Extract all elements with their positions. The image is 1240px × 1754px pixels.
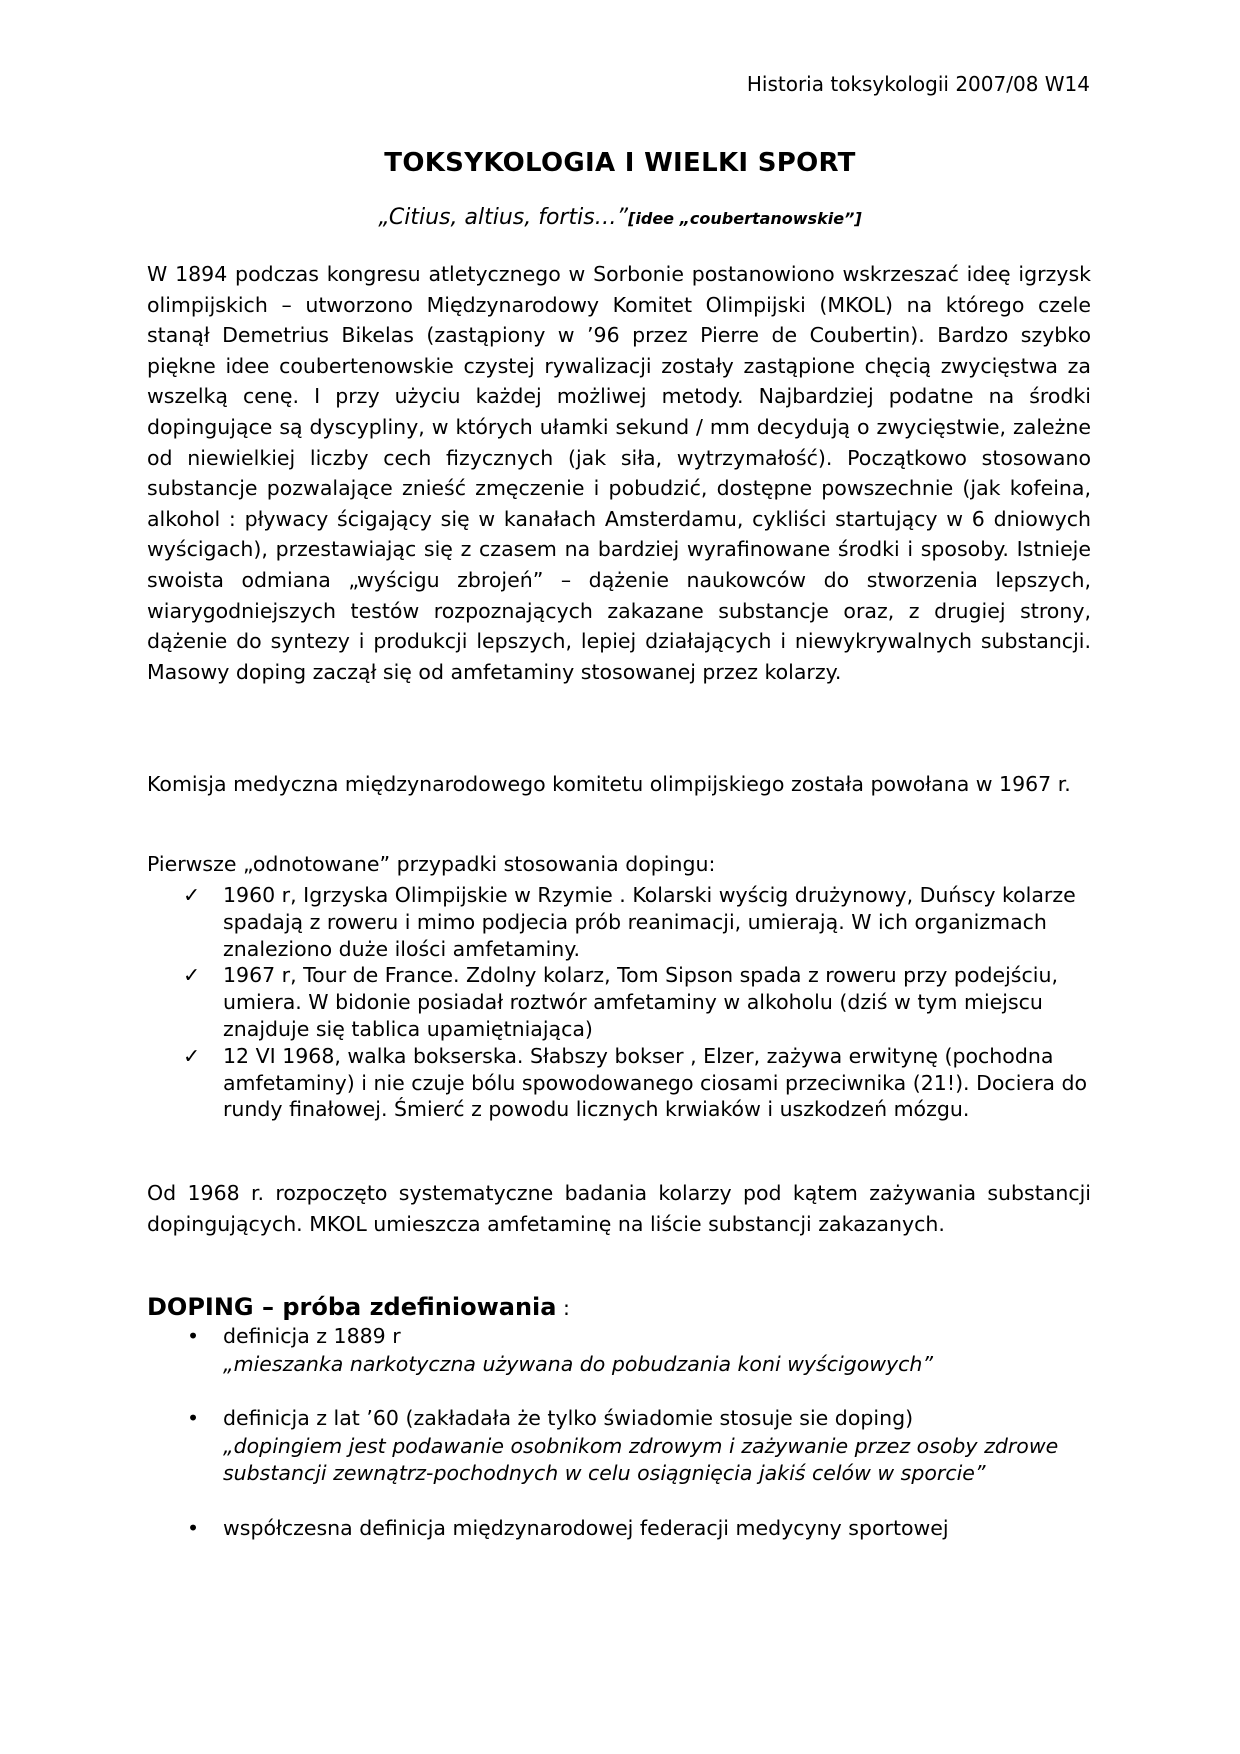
- list-item: ✓ 12 VI 1968, walka bokserska. Słabszy bokser , Elzer, zażywa erwitynę (pochodna amfetaminy) i nie czuje bólu spowodowanego ciosami przeciwnika (21!). Dociera do rundy finałowej. Śmierć z powodu licznych krwiaków i uszkodzeń mózgu.: [183, 1043, 1088, 1122]
- checkmark-icon: ✓: [183, 963, 201, 988]
- motto: „Citius, altius, fortis…”: [378, 205, 629, 230]
- list-item: • definicja z 1889 r „mieszanka narkotyczna używana do pobudzania koni wyścigowych”: [147, 1323, 1091, 1378]
- list-item: • współczesna definicja międzynarodowej federacji medycyny sportowej: [147, 1515, 1091, 1543]
- document-title: TOKSYKOLOGIA I WIELKI SPORT: [384, 148, 856, 178]
- page-header: Historia toksykologii 2007/08 W14: [746, 72, 1090, 96]
- list-item: • definicja z lat ’60 (zakładała że tylko świadomie stosuje sie doping) „dopingiem jest podawanie osobnikom zdrowym i zażywanie przez osoby zdrowe substancji zewnątrz-pochodnych w celu osiągnięcia jakiś celów w sporcie”: [147, 1405, 1091, 1488]
- checkmark-icon: ✓: [183, 883, 201, 907]
- definition-quote: „dopingiem jest podawanie osobnikom zdrowym i zażywanie przez osoby zdrowe substancji zewnątrz-pochodnych w celu osiągnięcia jakiś celów w sporcie”: [223, 1433, 1059, 1485]
- bullet-icon: •: [187, 1515, 200, 1540]
- checkmark-icon: ✓: [183, 1043, 201, 1068]
- cases-intro: Pierwsze „odnotowane” przypadki stosowania dopingu:: [147, 852, 716, 876]
- doping-heading: DOPING – próba zdefiniowania :: [147, 1293, 570, 1321]
- definition-quote: „mieszanka narkotyczna używana do pobudzania koni wyścigowych”: [223, 1351, 934, 1376]
- bullet-icon: •: [187, 1324, 200, 1348]
- document-subtitle: [0, 205, 1240, 230]
- commission-paragraph: Komisja medyczna międzynarodowego komitetu olimpijskiego została powołana w 1967 r.: [147, 772, 1071, 796]
- cases-list: [147, 882, 1091, 1123]
- intro-paragraph: W 1894 podczas kongresu atletycznego w Sorbonie postanowiono wskrzeszać ideę igrzysk olimpijskich – utworzono Międzynarodowy Komitet Olimpijski (MKOL) na którego czele stanął Demetrius Bikelas (zastąpiony w ’96 przez Pierre de Coubertin). Bardzo szybko piękne idee coubertenowskie czystej rywalizacji zostały zastąpione chęcią zwycięstwa za wszelką cenę. I przy użyciu każdej możliwej metody. Najbardziej podatne na środki dopingujące są dyscypliny, w których ułamki sekund / mm decydują o zwycięstwie, zależne od niewielkiej liczby cech fizycznych (jak siła, wytrzymałość). Początkowo stosowano substancje pozwalające znieść zmęczenie i pobudzić, dostępne powszechnie (jak kofeina, alkohol : pływacy ścigający się w kanałach Amsterdamu, cykliści startujący w 6 dniowych wyścigach), przestawiając się z czasem na bardziej wyrafinowane środki i sposoby. Istnieje swoista odmiana „wyścigu zbrojeń” – dążenie naukowców do stworzenia lepszych, wiarygodniejszych testów rozpoznających zakazane substancje oraz, z drugiej strony, dążenie do syntezy i produkcji lepszych, lepiej działających i niewykrywalnych substancji. Masowy doping zaczął się od amfetaminy stosowanej przez kolarzy.: [147, 262, 1091, 684]
- list-item: ✓ 1960 r, Igrzyska Olimpijskie w Rzymie . Kolarski wyścig drużynowy, Duńscy kolarze spadają z roweru i mimo podjecia prób reanimacji, umierają. W ich organizmach znaleziono duże ilości amfetaminy.: [183, 883, 1076, 961]
- definitions-list: [147, 1323, 1091, 1542]
- list-item: ✓ 1967 r, Tour de France. Zdolny kolarz, Tom Sipson spada z roweru przy podejściu, umiera. W bidonie posiadał roztwór amfetaminy w alkoholu (dziś w tym miejscu znajduje się tablica upamiętniająca): [183, 963, 1058, 1041]
- testing-paragraph: Od 1968 r. rozpoczęto systematyczne badania kolarzy pod kątem zażywania substancji dopingujących. MKOL umieszcza amfetaminę na liście substancji zakazanych.: [147, 1181, 1091, 1236]
- motto-note: [idee „coubertanowskie”]: [628, 209, 862, 228]
- bullet-icon: •: [187, 1406, 200, 1430]
